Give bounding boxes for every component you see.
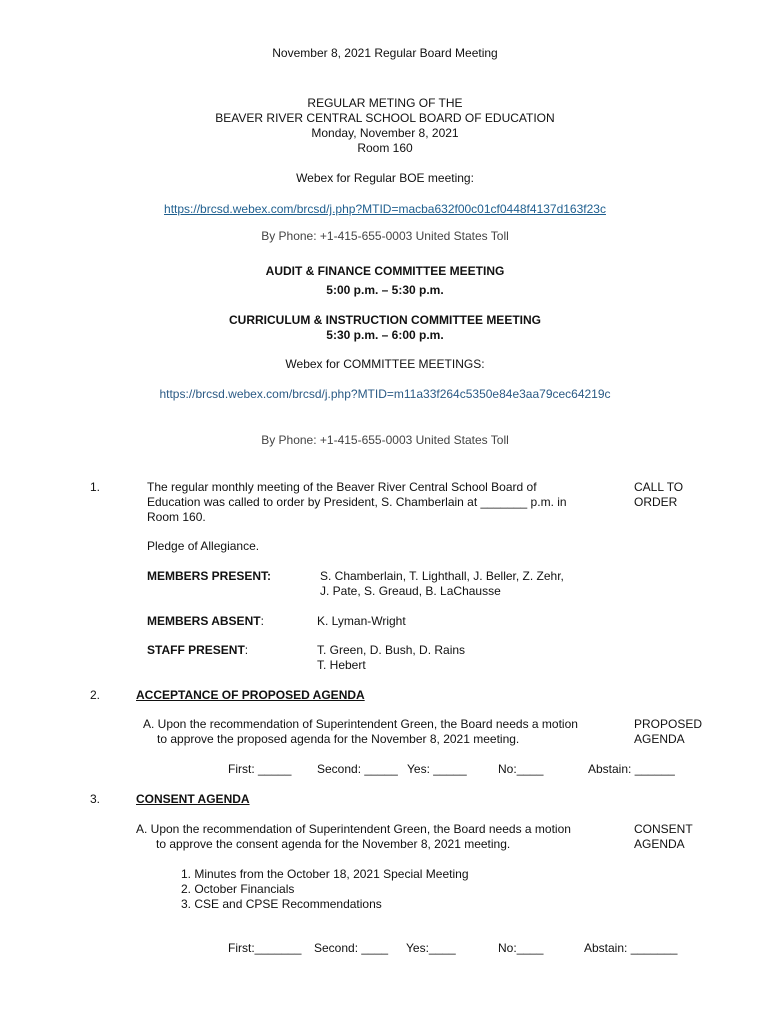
vote-yes: Yes:____: [406, 941, 456, 955]
section-heading: ACCEPTANCE OF PROPOSED AGENDA: [136, 688, 365, 702]
section-heading: CONSENT AGENDA: [136, 792, 250, 806]
webex-committee-link[interactable]: https://brcsd.webex.com/brcsd/j.php?MTID=m11a33f264c5350e84e3aa79cec64219c: [159, 387, 611, 401]
vote-abstain: Abstain: ______: [588, 762, 675, 776]
call-to-order-side-label: CALL TO ORDER: [634, 480, 684, 509]
list-item: 2. October Financials: [181, 882, 295, 896]
vote-no: No:____: [498, 941, 544, 955]
vote-no: No:____: [498, 762, 544, 776]
webex-regular-label: Webex for Regular BOE meeting:: [296, 171, 474, 185]
list-item: 1. Minutes from the October 18, 2021 Special Meeting: [181, 867, 469, 881]
item-number: 1.: [90, 480, 101, 494]
members-absent-label: MEMBERS ABSENT:: [147, 614, 264, 628]
curriculum-committee-time: 5:30 p.m. – 6:00 p.m.: [326, 328, 444, 342]
vote-first: First:_______: [228, 941, 302, 955]
phone-line: By Phone: +1-415-655-0003 United States Toll: [261, 229, 509, 243]
list-item: 3. CSE and CPSE Recommendations: [181, 897, 382, 911]
members-absent-names: K. Lyman-Wright: [317, 614, 406, 628]
title-line: Monday, November 8, 2021: [311, 126, 459, 140]
vote-first: First: _____: [228, 762, 292, 776]
webex-committee-label: Webex for COMMITTEE MEETINGS:: [285, 357, 485, 371]
title-line: BEAVER RIVER CENTRAL SCHOOL BOARD OF EDUCATION: [215, 111, 555, 125]
curriculum-committee-title: CURRICULUM & INSTRUCTION COMMITTEE MEETING: [229, 313, 541, 327]
members-present-names: S. Chamberlain, T. Lighthall, J. Beller, Z. Zehr, J. Pate, S. Greaud, B. LaChausse: [320, 569, 564, 598]
vote-second: Second: ____: [314, 941, 389, 955]
audit-committee-title: AUDIT & FINANCE COMMITTEE MEETING: [265, 264, 505, 278]
vote-abstain: Abstain: _______: [584, 941, 678, 955]
meeting-title: [0, 96, 770, 156]
staff-present-label: STAFF PRESENT:: [147, 643, 249, 657]
vote-yes: Yes: _____: [407, 762, 467, 776]
pledge-text: Pledge of Allegiance.: [147, 539, 260, 553]
staff-present-names: T. Green, D. Bush, D. Rains T. Hebert: [317, 643, 466, 672]
audit-committee-time: 5:00 p.m. – 5:30 p.m.: [326, 283, 444, 297]
consent-agenda-list: [181, 867, 469, 912]
call-to-order-text: The regular monthly meeting of the Beaver River Central School Board of Education was called to order by President, S. Chamberlain at _______ p.m. in Room 160.: [147, 480, 567, 524]
title-line: Room 160: [357, 141, 413, 155]
vote-second: Second: _____: [317, 762, 398, 776]
members-present-label: MEMBERS PRESENT:: [147, 569, 272, 583]
phone-line: By Phone: +1-415-655-0003 United States Toll: [261, 433, 509, 447]
item-number: 2.: [90, 688, 101, 702]
consent-agenda-text: A. Upon the recommendation of Superintendent Green, the Board needs a motion to approve the consent agenda for the November 8, 2021 meeting.: [136, 822, 571, 851]
consent-agenda-side-label: CONSENT AGENDA: [634, 822, 693, 851]
proposed-agenda-text: A. Upon the recommendation of Superintendent Green, the Board needs a motion to approve the proposed agenda for the November 8, 2021 meeting.: [143, 717, 578, 746]
proposed-agenda-side-label: PROPOSED AGENDA: [634, 717, 703, 746]
document-header: November 8, 2021 Regular Board Meeting: [272, 46, 498, 60]
webex-regular-link[interactable]: https://brcsd.webex.com/brcsd/j.php?MTID=macba632f00c01cf0448f4137d163f23c: [164, 202, 606, 216]
item-number: 3.: [90, 792, 101, 806]
title-line: REGULAR METING OF THE: [307, 96, 463, 110]
